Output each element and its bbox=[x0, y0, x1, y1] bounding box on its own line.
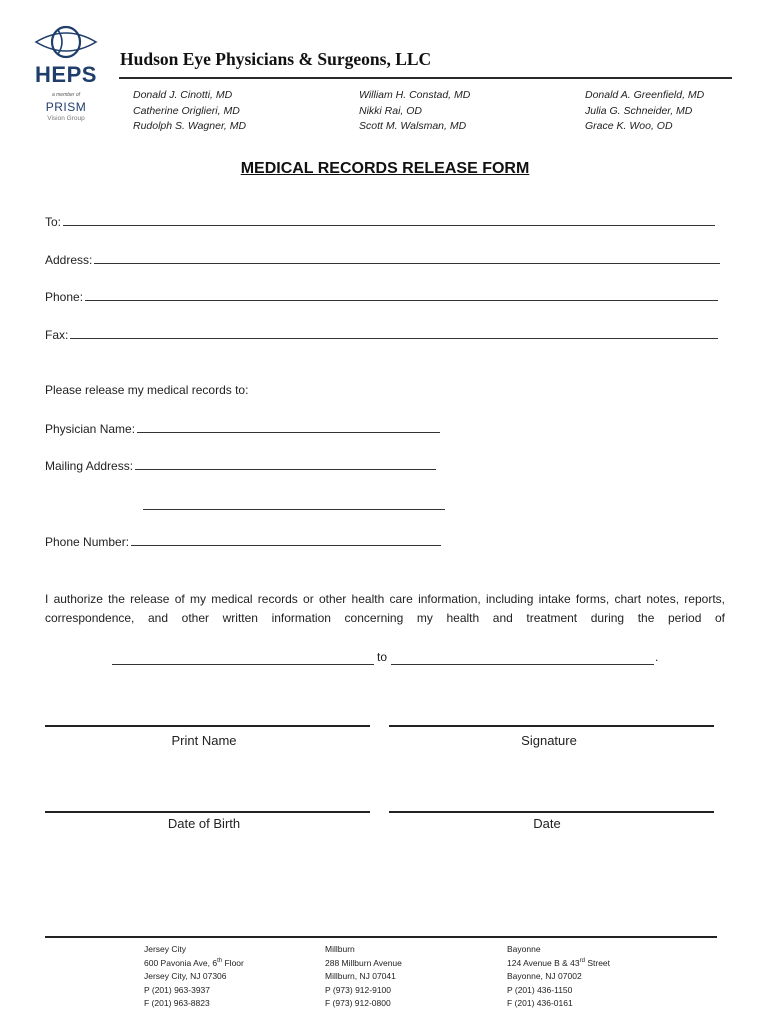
date-label: Date bbox=[533, 816, 561, 831]
mailing-address-label: Mailing Address: bbox=[45, 459, 134, 473]
address-label: Address: bbox=[45, 253, 93, 267]
office-phone: P (201) 436-1150 bbox=[507, 984, 573, 995]
doctor-name: Donald A. Greenfield, MD bbox=[585, 89, 705, 101]
phone-label: Phone: bbox=[45, 290, 84, 304]
fax-label: Fax: bbox=[45, 328, 69, 342]
release-instruction: Please release my medical records to: bbox=[45, 383, 249, 397]
phone-number-label: Phone Number: bbox=[45, 535, 130, 549]
signature-label: Signature bbox=[521, 733, 577, 748]
address-field[interactable] bbox=[45, 251, 720, 267]
header-divider bbox=[119, 77, 732, 79]
doctor-name: Julia G. Schneider, MD bbox=[585, 104, 693, 117]
form-title: MEDICAL RECORDS RELEASE FORM bbox=[240, 160, 530, 177]
logo-partner-sub: Vision Group bbox=[47, 115, 85, 122]
mailing-address-line2[interactable] bbox=[143, 509, 445, 510]
logo-partner: PRISM bbox=[45, 100, 87, 114]
period-end-line[interactable] bbox=[391, 664, 654, 665]
office-city: Jersey City, NJ 07306 bbox=[144, 971, 227, 981]
address-input-line[interactable] bbox=[94, 251, 720, 264]
authorization-text: I authorize the release of my medical records or other health care information, including intake forms, chart notes, reports, correspondence, and other written information concerning my health and treatment during the period of bbox=[45, 592, 725, 625]
fax-field[interactable] bbox=[45, 326, 718, 342]
doctor-name: Rudolph S. Wagner, MD bbox=[133, 120, 247, 132]
mailing-address-field[interactable] bbox=[45, 457, 436, 473]
office-phone: P (201) 963-3937 bbox=[144, 984, 211, 995]
period-start-line[interactable] bbox=[112, 664, 374, 665]
period-to-label: to bbox=[377, 650, 388, 664]
heps-logo bbox=[30, 22, 102, 134]
office-city: Bayonne, NJ 07002 bbox=[507, 971, 582, 981]
office-jersey-city bbox=[144, 943, 244, 1011]
doctor-list-col2 bbox=[359, 88, 470, 135]
phone-number-input-line[interactable] bbox=[131, 533, 441, 546]
mailing-address-input-line[interactable] bbox=[135, 457, 436, 470]
doctor-name: Catherine Origlieri, MD bbox=[133, 104, 240, 117]
to-input-line[interactable] bbox=[63, 213, 715, 226]
logo-text: HEPS bbox=[35, 62, 97, 87]
office-name: Jersey City bbox=[144, 944, 187, 954]
doctor-name: Nikki Rai, OD bbox=[359, 104, 423, 117]
office-phone: P (973) 912-9100 bbox=[325, 984, 392, 995]
date-line[interactable] bbox=[389, 811, 714, 813]
fax-input-line[interactable] bbox=[70, 326, 718, 339]
office-street: 288 Millburn Avenue bbox=[325, 957, 402, 968]
phone-input-line[interactable] bbox=[85, 288, 718, 301]
physician-name-input-line[interactable] bbox=[137, 420, 440, 433]
office-name: Bayonne bbox=[507, 944, 541, 954]
office-fax: F (201) 963-8823 bbox=[144, 998, 210, 1008]
doctor-name: Donald J. Cinotti, MD bbox=[133, 89, 233, 101]
practice-name: Hudson Eye Physicians & Surgeons, LLC bbox=[120, 49, 432, 69]
phone-field[interactable] bbox=[45, 288, 718, 304]
signature-line[interactable] bbox=[389, 725, 714, 727]
office-city: Millburn, NJ 07041 bbox=[325, 971, 396, 981]
office-fax: F (201) 436-0161 bbox=[507, 998, 573, 1008]
doctor-list-col3 bbox=[585, 88, 704, 135]
print-name-label: Print Name bbox=[171, 733, 237, 748]
office-street: 124 Avenue B & 43rd Street bbox=[507, 957, 611, 968]
doctor-name: William H. Constad, MD bbox=[359, 89, 471, 101]
office-fax: F (973) 912-0800 bbox=[325, 998, 391, 1008]
office-millburn bbox=[325, 943, 402, 1011]
physician-name-field[interactable] bbox=[45, 420, 440, 436]
doctor-name: Grace K. Woo, OD bbox=[585, 120, 673, 132]
office-bayonne bbox=[507, 943, 610, 1011]
date-of-birth-label: Date of Birth bbox=[167, 816, 241, 831]
print-name-line[interactable] bbox=[45, 725, 370, 727]
logo-member-of: a member of bbox=[51, 92, 81, 98]
office-name: Millburn bbox=[325, 944, 355, 954]
physician-name-label: Physician Name: bbox=[45, 422, 136, 436]
doctor-name: Scott M. Walsman, MD bbox=[359, 120, 467, 132]
doctor-list-col1 bbox=[133, 88, 246, 135]
to-label: To: bbox=[45, 215, 62, 229]
period-end-punct: . bbox=[655, 650, 659, 664]
office-street: 600 Pavonia Ave, 6th Floor bbox=[144, 957, 244, 968]
phone-number-field[interactable] bbox=[45, 533, 441, 549]
to-field[interactable] bbox=[45, 213, 715, 229]
date-of-birth-line[interactable] bbox=[45, 811, 370, 813]
footer-divider bbox=[45, 936, 717, 938]
eye-emblem-icon bbox=[30, 22, 102, 62]
